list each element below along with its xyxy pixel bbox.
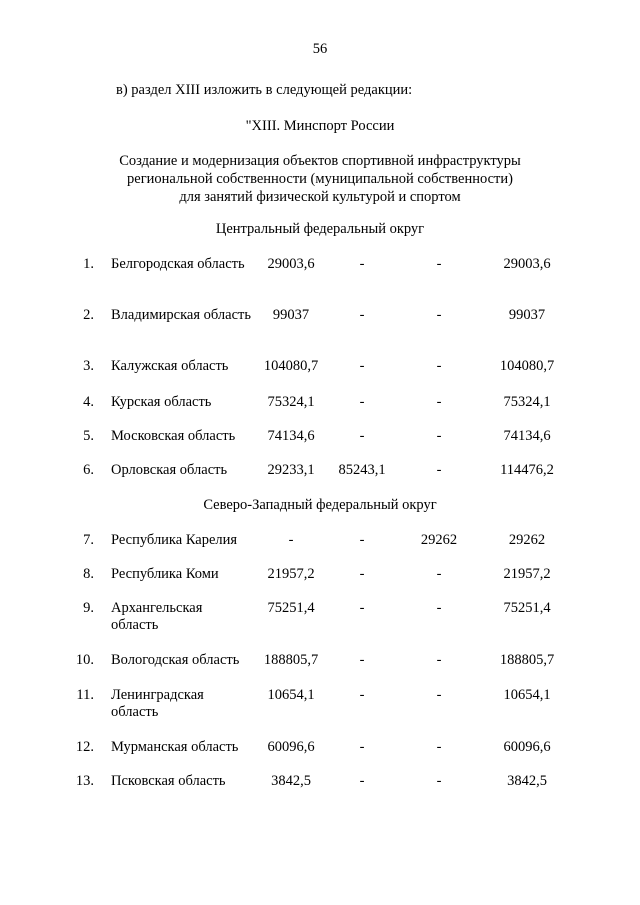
value-col-2: -: [359, 687, 365, 703]
value-col-1: 29003,6: [267, 256, 315, 272]
value-col-3: -: [436, 307, 442, 323]
value-total: 188805,7: [499, 652, 555, 668]
value-total: 21957,2: [503, 566, 551, 582]
region-name: Орловская область: [111, 462, 228, 478]
value-col-3: -: [436, 256, 442, 272]
value-col-1: 10654,1: [267, 687, 315, 703]
subtitle-line: Создание и модернизация объектов спортивной инфраструктуры: [119, 153, 521, 169]
subtitle-line: для занятий физической культурой и спортом: [179, 189, 461, 205]
region-name: Архангельская область: [111, 600, 203, 633]
value-col-3: -: [436, 652, 442, 668]
value-total: 75324,1: [503, 394, 551, 410]
region-name: Республика Коми: [111, 566, 219, 582]
table-row: [0, 600, 640, 640]
group-title-central: Центральный федеральный округ: [215, 221, 425, 237]
table-row: [0, 687, 640, 727]
value-col-2: -: [359, 307, 365, 323]
value-total: 29262: [508, 532, 546, 548]
value-col-2: -: [359, 358, 365, 374]
value-col-2: -: [359, 600, 365, 616]
value-col-3: -: [436, 566, 442, 582]
row-number: 3.: [83, 358, 94, 374]
row-number: 6.: [83, 462, 94, 478]
value-col-3: -: [436, 687, 442, 703]
region-name: Владимирская область: [111, 307, 251, 323]
value-col-1: 21957,2: [267, 566, 315, 582]
region-name: Псковская область: [111, 773, 226, 789]
value-col-2: -: [359, 566, 365, 582]
row-number: 4.: [83, 394, 94, 410]
value-col-1: 75251,4: [267, 600, 315, 616]
region-name: Курская область: [111, 394, 212, 410]
region-name: Мурманская область: [111, 739, 239, 755]
value-col-1: -: [288, 532, 294, 548]
row-number: 12.: [75, 739, 94, 755]
group-title-northwest: Северо-Западный федеральный округ: [203, 497, 437, 513]
row-number: 2.: [83, 307, 94, 323]
value-col-3: -: [436, 773, 442, 789]
value-col-1: 75324,1: [267, 394, 315, 410]
value-col-2: -: [359, 532, 365, 548]
table-row: [0, 256, 640, 296]
value-col-3: -: [436, 394, 442, 410]
section-subtitle: [0, 152, 640, 206]
section-title: "XIII. Минспорт России: [245, 118, 395, 134]
value-total: 60096,6: [503, 739, 551, 755]
value-total: 29003,6: [503, 256, 551, 272]
region-name: Калужская область: [111, 358, 229, 374]
row-number: 8.: [83, 566, 94, 582]
value-col-1: 104080,7: [263, 358, 319, 374]
value-col-3: -: [436, 358, 442, 374]
table-row: [0, 307, 640, 347]
table-row: [0, 462, 640, 502]
value-total: 10654,1: [503, 687, 551, 703]
region-name: Ленинградская область: [111, 687, 204, 720]
value-col-2: -: [359, 256, 365, 272]
value-col-2: 85243,1: [338, 462, 386, 478]
value-col-2: -: [359, 739, 365, 755]
value-col-3: -: [436, 462, 442, 478]
value-total: 114476,2: [500, 462, 554, 478]
value-col-3: 29262: [420, 532, 458, 548]
value-col-2: -: [359, 652, 365, 668]
value-col-2: -: [359, 394, 365, 410]
value-col-2: -: [359, 428, 365, 444]
value-total: 99037: [508, 307, 546, 323]
page-number: 56: [312, 41, 328, 57]
region-name: Московская область: [111, 428, 236, 444]
region-name: Республика Карелия: [111, 532, 238, 548]
row-number: 13.: [75, 773, 94, 789]
table-row: [0, 358, 640, 398]
row-number: 7.: [83, 532, 94, 548]
table-row: [0, 652, 640, 692]
row-number: 1.: [83, 256, 94, 272]
value-col-2: -: [359, 773, 365, 789]
intro-text: в) раздел XIII изложить в следующей редакции:: [116, 82, 413, 98]
row-number: 9.: [83, 600, 94, 616]
value-col-1: 99037: [272, 307, 310, 323]
table-row: [0, 773, 640, 813]
value-total: 3842,5: [507, 773, 547, 789]
region-name: Белгородская область: [111, 256, 245, 272]
value-total: 104080,7: [499, 358, 555, 374]
value-col-3: -: [436, 428, 442, 444]
region-name: Вологодская область: [111, 652, 240, 668]
value-col-1: 74134,6: [267, 428, 315, 444]
row-number: 11.: [76, 687, 94, 703]
subtitle-line: региональной собственности (муниципальной собственности): [127, 171, 513, 187]
value-col-1: 188805,7: [263, 652, 319, 668]
value-col-3: -: [436, 739, 442, 755]
value-col-1: 60096,6: [267, 739, 315, 755]
row-number: 5.: [83, 428, 94, 444]
value-col-1: 29233,1: [267, 462, 315, 478]
value-col-3: -: [436, 600, 442, 616]
row-number: 10.: [75, 652, 94, 668]
value-total: 75251,4: [503, 600, 551, 616]
value-total: 74134,6: [503, 428, 551, 444]
value-col-1: 3842,5: [271, 773, 311, 789]
